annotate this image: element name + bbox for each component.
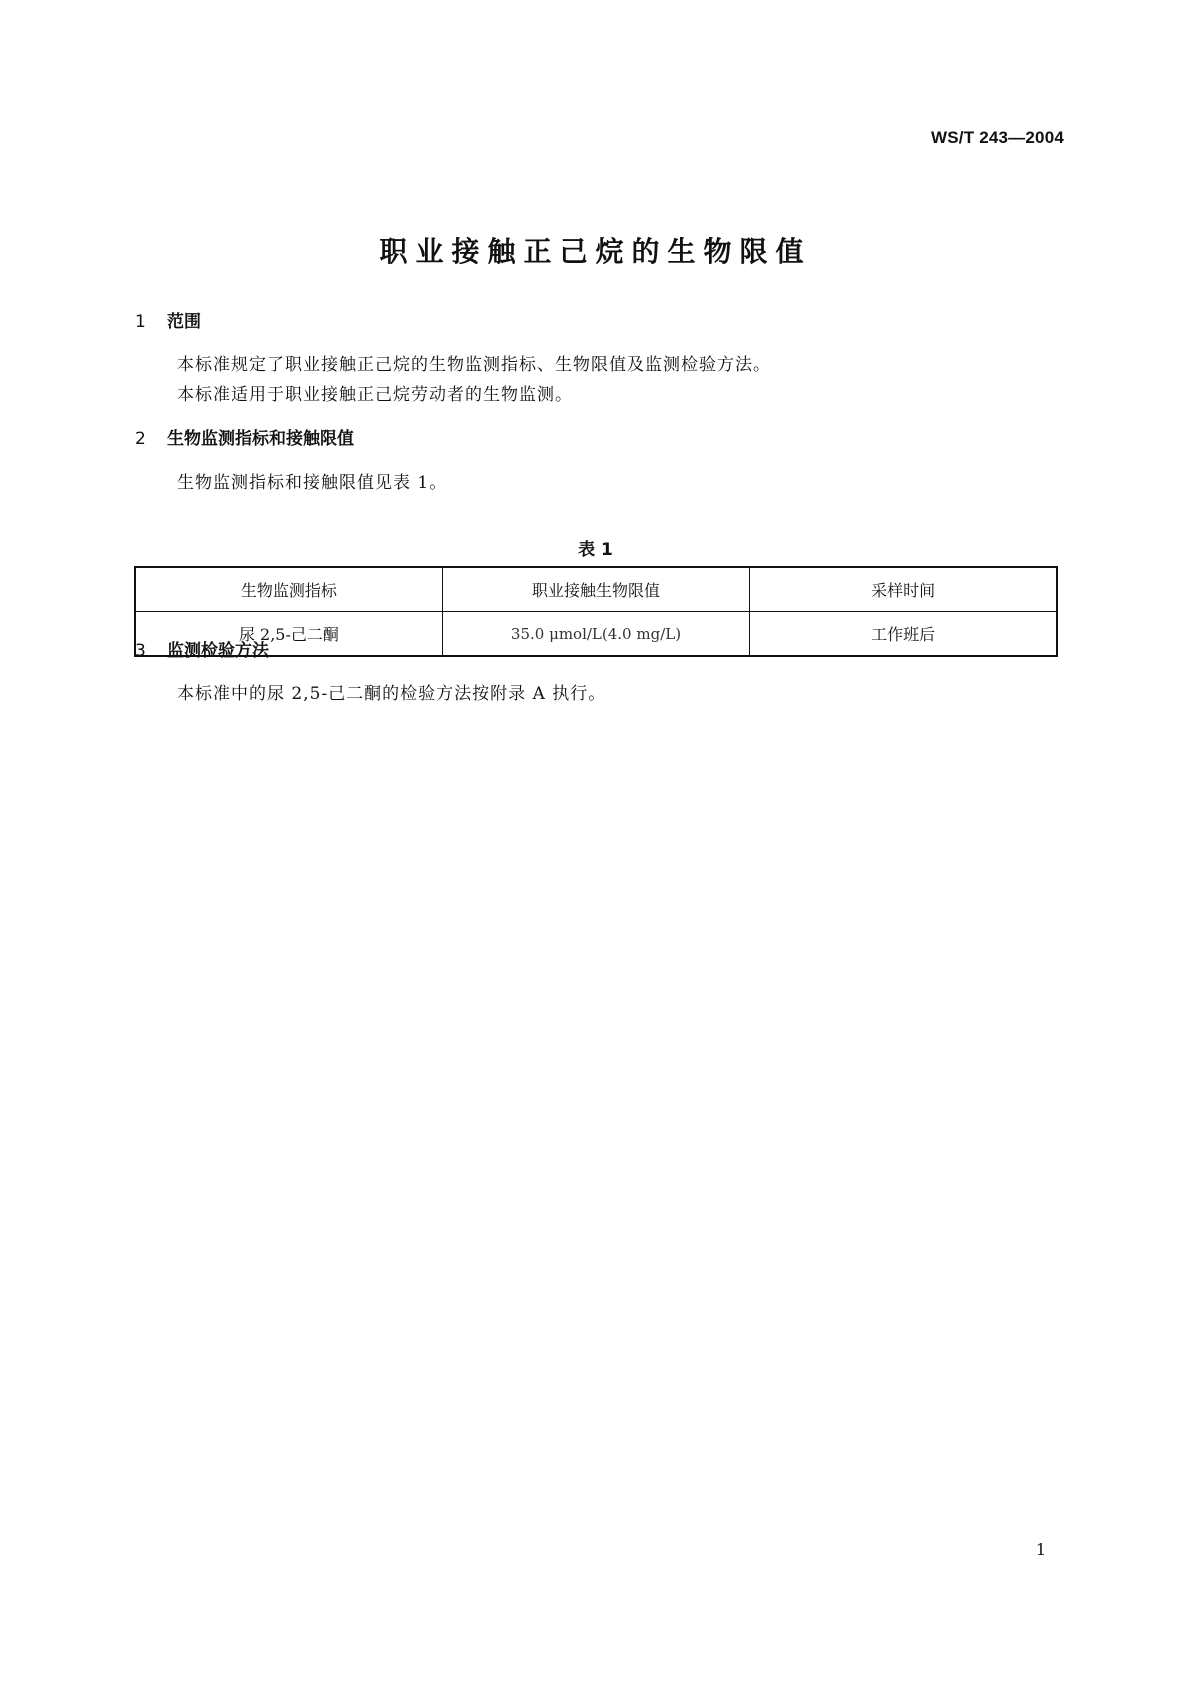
section-number: 2 [135, 429, 146, 449]
paragraph: 本标准中的尿 2,5-己二酮的检验方法按附录 A 执行。 [177, 684, 607, 704]
table-caption: 表 1 [578, 540, 613, 560]
paragraph: 本标准适用于职业接触正己烷劳动者的生物监测。 [177, 385, 573, 405]
table-cell: 工作班后 [750, 612, 1057, 657]
table-cell: 35.0 μmol/L(4.0 mg/L) [442, 612, 749, 657]
table-cell: 尿 2,5-己二酮 [135, 612, 442, 657]
section-title: 监测检验方法 [167, 641, 269, 661]
section-2-heading [135, 424, 354, 449]
paragraph: 生物监测指标和接触限值见表 1。 [177, 473, 448, 493]
section-title: 范围 [167, 312, 201, 332]
page-number: 1 [1035, 1540, 1046, 1559]
section-title: 生物监测指标和接触限值 [167, 429, 354, 449]
section-number: 1 [135, 312, 146, 332]
section-number: 3 [135, 641, 146, 661]
table-header-cell: 生物监测指标 [135, 567, 442, 612]
table-row [135, 612, 1057, 657]
section-1-heading [135, 307, 201, 332]
standard-code: WS/T 243—2004 [931, 128, 1064, 147]
table-header-row [135, 567, 1057, 612]
table-header-cell: 职业接触生物限值 [442, 567, 749, 612]
document-title: 职业接触正己烷的生物限值 [379, 235, 812, 268]
paragraph: 本标准规定了职业接触正己烷的生物监测指标、生物限值及监测检验方法。 [177, 355, 771, 375]
limits-table [134, 566, 1058, 657]
table-header-cell: 采样时间 [750, 567, 1057, 612]
section-3-heading [135, 636, 269, 661]
